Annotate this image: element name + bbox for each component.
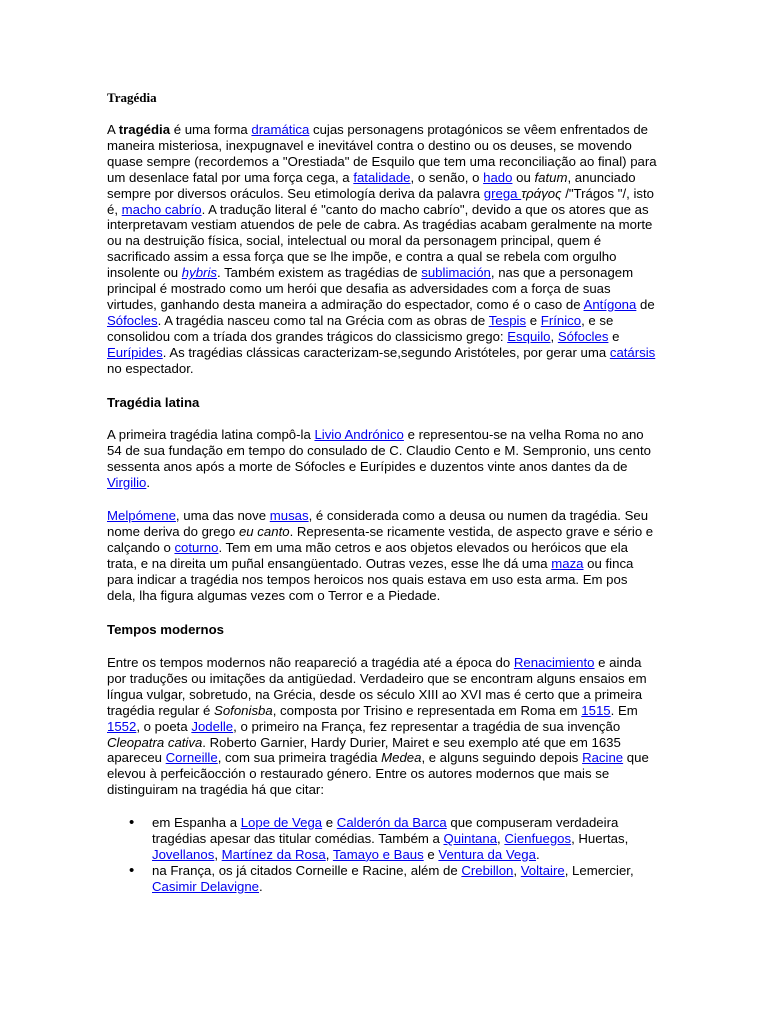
- link-crebillon[interactable]: Crebillon: [461, 862, 514, 878]
- link-jodelle[interactable]: Jodelle: [191, 718, 234, 734]
- link-jovellanos[interactable]: Jovellanos: [152, 846, 215, 862]
- intro-paragraph: A tragédia é uma forma dramática cujas personagens protagónicos se vêem enfrentados de maneira misteriosa, inexpugnavel e inevitável contra o destino ou os deuses, se movendo quase sempre (recordemos a "Orestiada" de Esquilo que tem uma reconciliação ao final) para um desenlace fatal por uma força cega, a fatalidade, o senão, o hado ou fatum, anunciado sempre por diversos oráculos. Seu etimología deriva da palavra grega τράγος /"Trágos "/, isto é, macho cabrío. A tradução literal é "canto do macho cabrío", devido a que os atores que as interpretavam vestiam atuendos de pele de cabra. As tragédias acabam geralmente na morte ou na destruição física, social, intelectual ou moral da personagem principal, quem é sacrificado assim a essa força que se lhe impõe, e contra a qual se rebela com orgulho insolente ou hybris. Também existem as tragédias de sublimación, nas que a personagem principal é mostrado como um herói que desafia as adversidades com a força de suas virtudes, ganhando desta maneira a admiração do espectador, como é o caso de Antígona de Sófocles. A tragédia nasceu como tal na Grécia com as obras de Tespis e Frínico, e se consolidou com a tríada dos grandes trágicos do classicismo grego: Esquilo, Sófocles e Eurípides. As tragédias clássicas caracterizam-se,segundo Aristóteles, por gerar uma catársis no espectador.: [107, 122, 657, 376]
- link-esquilo[interactable]: Esquilo: [507, 328, 551, 344]
- link-maza[interactable]: maza: [551, 555, 584, 571]
- link-frinico[interactable]: Frínico: [540, 312, 582, 328]
- latin-paragraph: A primeira tragédia latina compô-la Livio Andrónico e representou-se na velha Roma no ano 54 de sua fundação em tempo do consulado de C. Claudio Cento e M. Sempronio, uns cento sessenta anos após a morte de Sófocles e Eurípides e duzentos vinte anos dantes da de Virgilio.: [107, 427, 651, 490]
- link-catarsis[interactable]: catársis: [609, 344, 656, 360]
- link-coturno[interactable]: coturno: [174, 539, 219, 555]
- link-musas[interactable]: musas: [269, 508, 309, 523]
- link-1515[interactable]: 1515: [581, 702, 611, 718]
- link-ventura-da-vega[interactable]: Ventura da Vega: [438, 846, 536, 862]
- link-racine[interactable]: Racine: [582, 750, 624, 766]
- authors-list: [107, 815, 658, 895]
- link-tamayo-e-baus[interactable]: Tamayo e Baus: [332, 846, 424, 862]
- link-dramatica[interactable]: dramática: [251, 122, 310, 137]
- link-hado[interactable]: hado: [483, 169, 513, 185]
- link-calderon[interactable]: Calderón da Barca: [336, 815, 447, 830]
- melpomene-paragraph: Melpómene, uma das nove musas, é considerada como a deusa ou numen da tragédia. Seu nome deriva do grego eu canto. Representa-se ricamente vestida, de aspecto grave e sério e calçando o coturno. Tem em uma mão cetros e aos objetos elevados ou heróicos que ela trata, e na direita um puñal ensangüentado. Outras vezes, esse lhe dá uma maza ou finca para indicar a tragédia nos tempos heroicos nos quais estava em uso esta arma. Em pos dela, lha figura algumas vezes com o Terror e a Piedade.: [107, 508, 654, 603]
- link-sublimacion[interactable]: sublimación: [421, 265, 491, 281]
- link-lope-de-vega[interactable]: Lope de Vega: [240, 815, 323, 830]
- link-melpomene[interactable]: Melpómene: [107, 508, 176, 523]
- list-item-espanha: • em Espanha a Lope de Vega e Calderón da Barca que compuseram verdadeira tragédias apesar das titular comédias. Também a Quintana, Cienfuegos, Huertas, Jovellanos, Martínez da Rosa, Tamayo e Baus e Ventura da Vega.: [107, 815, 658, 863]
- link-livio-andronico[interactable]: Livio Andrónico: [314, 427, 404, 442]
- link-fatalidade[interactable]: fatalidade: [353, 169, 411, 185]
- link-hybris[interactable]: hybris: [181, 265, 217, 281]
- link-1552[interactable]: 1552: [107, 718, 137, 734]
- link-casimir-delavigne[interactable]: Casimir Delavigne: [152, 878, 260, 894]
- link-euripides[interactable]: Eurípides: [107, 344, 163, 360]
- link-virgilio[interactable]: Virgilio: [107, 474, 147, 490]
- link-quintana[interactable]: Quintana: [443, 830, 498, 846]
- link-grega[interactable]: grega: [483, 185, 522, 201]
- link-voltaire[interactable]: Voltaire: [520, 862, 565, 878]
- section-heading-tragedia-latina: Tragédia latina: [107, 395, 200, 410]
- link-cienfuegos[interactable]: Cienfuegos: [504, 830, 572, 846]
- link-macho-cabrio[interactable]: macho cabrío: [121, 201, 202, 217]
- link-antigona[interactable]: Antígona: [583, 296, 637, 312]
- link-sofocles-2[interactable]: Sófocles: [557, 328, 609, 344]
- list-item-franca: • na França, os já citados Corneille e Racine, além de Crebillon, Voltaire, Lemercier, Casimir Delavigne.: [107, 863, 658, 895]
- section-heading-tempos-modernos: Tempos modernos: [107, 622, 224, 637]
- modern-paragraph: Entre os tempos modernos não reapareció a tragédia até a época do Renacimiento e ainda por traduções ou imitações da antigüedad. Verdadeiro que se encontram alguns ensaios em língua vulgar, sobretudo, na Grécia, desde os século XIII ao XVI mas é certo que a primeira tragédia regular é Sofonisba, composta por Trisino e representada em Roma em 1515. Em 1552, o poeta Jodelle, o primeiro na França, fez representar a tragédia de sua invenção Cleopatra cativa. Roberto Garnier, Hardy Durier, Mairet e seu exemplo até que em 1635 apareceu Corneille, com sua primeira tragédia Medea, e alguns seguindo depois Racine que elevou à perfeicãocción o restaurado género. Entre os autores modernos que mais se distinguiram na tragédia há que citar:: [107, 655, 649, 798]
- link-tespis[interactable]: Tespis: [488, 312, 527, 328]
- link-martinez-da-rosa[interactable]: Martínez da Rosa: [221, 846, 326, 862]
- link-sofocles[interactable]: Sófocles: [107, 312, 158, 328]
- tragedia-bold: tragédia: [118, 122, 171, 137]
- page-title: Tragédia: [107, 90, 157, 105]
- link-corneille[interactable]: Corneille: [165, 750, 218, 766]
- link-renacimiento[interactable]: Renacimiento: [513, 655, 595, 670]
